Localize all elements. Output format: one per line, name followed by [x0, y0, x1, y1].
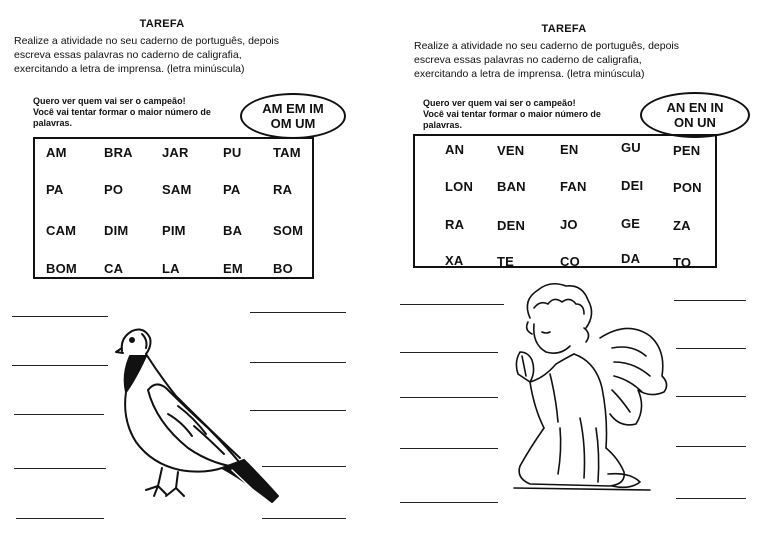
grid-cell: BO	[273, 261, 293, 276]
grid-cell: PA	[46, 182, 64, 197]
grid-cell: BAN	[497, 179, 526, 194]
grid-cell: CAM	[46, 223, 77, 238]
grid-cell: DEI	[621, 178, 644, 193]
challenge-text: Quero ver quem vai ser o campeão! Você vai tentar formar o maior número de palavras.	[33, 96, 211, 128]
grid-cell: RA	[445, 217, 465, 232]
dove-drawing	[112, 318, 282, 514]
grid-cell: RA	[273, 182, 293, 197]
writing-line	[676, 498, 746, 499]
writing-line	[14, 468, 106, 469]
worksheet-an-en-in	[384, 0, 768, 543]
writing-line	[400, 448, 498, 449]
grid-cell: SOM	[273, 223, 304, 238]
grid-cell: PU	[223, 145, 242, 160]
writing-line	[12, 365, 108, 366]
grid-cell: XA	[445, 253, 464, 268]
grid-cell: DIM	[104, 223, 129, 238]
instructions-text: Realize a atividade no seu caderno de português, depois escreva essas palavras no caderno de caligrafia, exercitando a letra de imprensa. (letra minúscula)	[414, 40, 680, 80]
instructions-text: Realize a atividade no seu caderno de português, depois escreva essas palavras no caderno de caligrafia, exercitando a letra de imprensa. (letra minúscula)	[14, 35, 280, 75]
writing-line	[400, 352, 498, 353]
grid-cell: CA	[104, 261, 124, 276]
grid-cell: TO	[673, 255, 692, 270]
writing-line	[674, 300, 746, 301]
worksheet-title: TAREFA	[541, 23, 587, 35]
writing-line	[400, 397, 498, 398]
grid-cell: PEN	[673, 143, 701, 158]
grid-cell: EN	[560, 142, 579, 157]
grid-cell: FAN	[560, 179, 587, 194]
writing-line	[400, 304, 504, 305]
grid-cell: AM	[46, 145, 67, 160]
grid-cell: PON	[673, 180, 702, 195]
grid-cell: JO	[560, 217, 578, 232]
grid-cell: TAM	[273, 145, 301, 160]
syllable-oval: AN EN IN ON UN	[640, 92, 750, 138]
writing-line	[676, 348, 746, 349]
grid-cell: PO	[104, 182, 124, 197]
grid-cell: DA	[621, 251, 641, 266]
grid-cell: LON	[445, 179, 474, 194]
writing-line	[676, 396, 746, 397]
grid-cell: BOM	[46, 261, 77, 276]
grid-cell: BA	[223, 223, 243, 238]
grid-cell: SAM	[162, 182, 192, 197]
grid-cell: TE	[497, 254, 515, 269]
writing-line	[262, 518, 346, 519]
syllable-grid	[33, 137, 314, 279]
grid-cell: ZA	[673, 218, 691, 233]
grid-cell: CO	[560, 254, 580, 269]
syllable-oval: AM EM IM OM UM	[240, 93, 346, 139]
grid-cell: LA	[162, 261, 180, 276]
grid-cell: AN	[445, 142, 465, 157]
writing-line	[16, 518, 104, 519]
grid-cell: BRA	[104, 145, 133, 160]
grid-cell: JAR	[162, 145, 189, 160]
angel-drawing	[500, 278, 680, 496]
grid-cell: PIM	[162, 223, 186, 238]
writing-line	[676, 446, 746, 447]
grid-cell: VEN	[497, 143, 525, 158]
grid-cell: DEN	[497, 218, 526, 233]
syllable-grid	[413, 134, 717, 268]
grid-cell: EM	[223, 261, 243, 276]
writing-line	[12, 316, 108, 317]
worksheet-title: TAREFA	[139, 18, 185, 30]
challenge-text: Quero ver quem vai ser o campeão! Você vai tentar formar o maior número de palavras.	[423, 98, 601, 130]
grid-cell: PA	[223, 182, 241, 197]
writing-line	[14, 414, 104, 415]
writing-line	[400, 502, 498, 503]
writing-line	[250, 312, 346, 313]
grid-cell: GE	[621, 216, 641, 231]
grid-cell: GU	[621, 140, 641, 155]
